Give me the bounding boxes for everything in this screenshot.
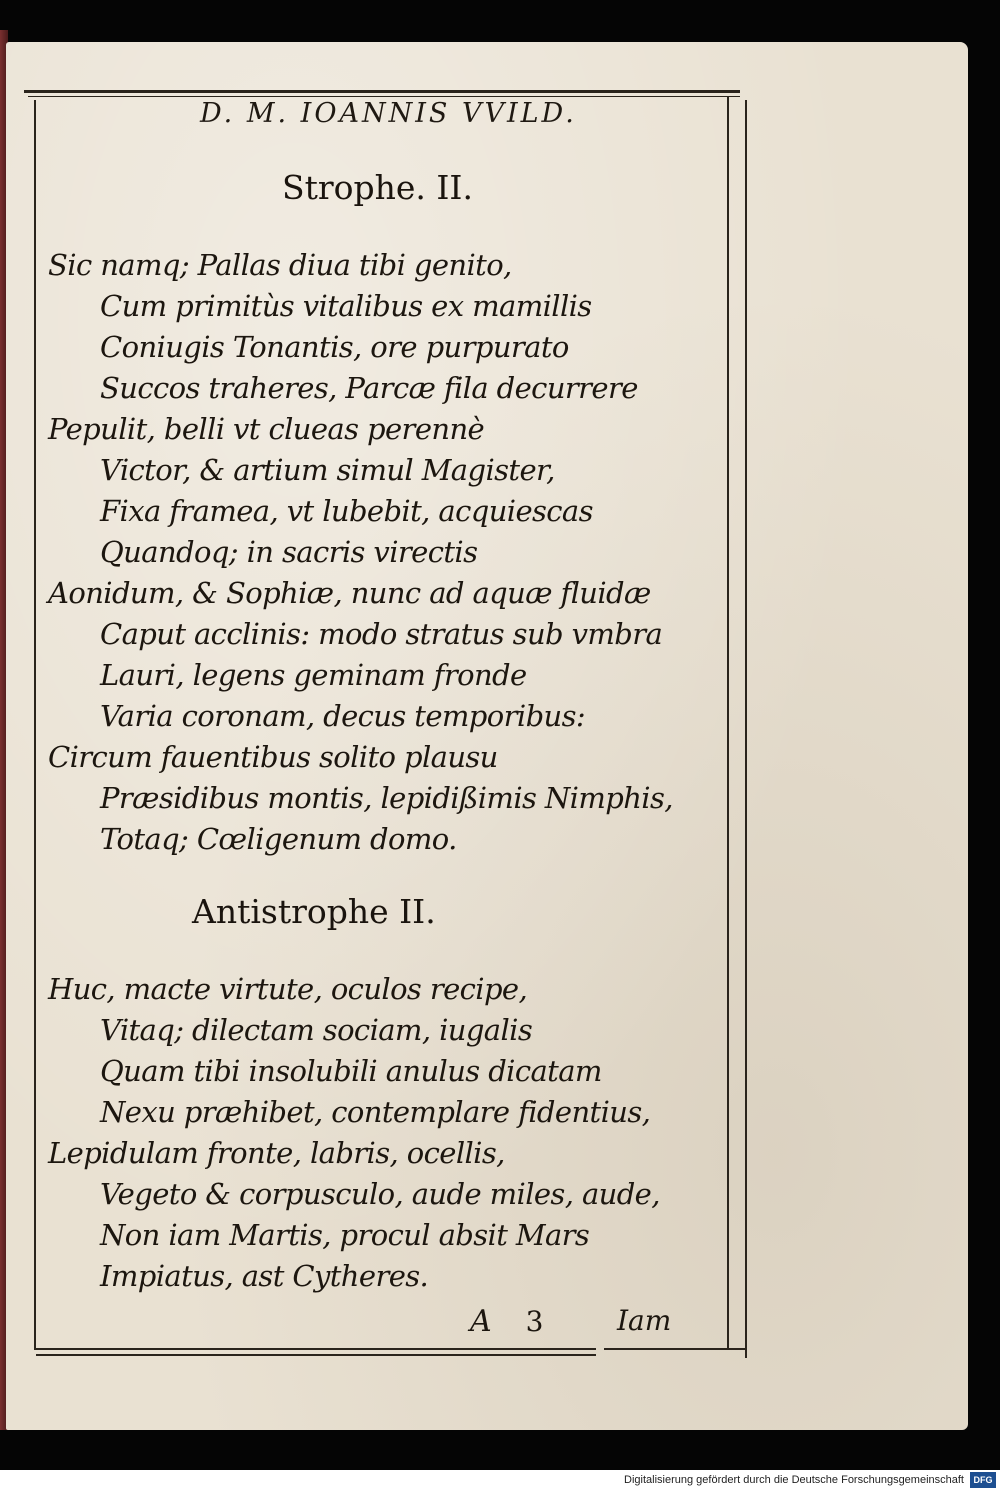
credit-bar bbox=[0, 1470, 1000, 1492]
strophe-line: Aonidum, & Sophiæ, nunc ad aquæ fluidæ bbox=[48, 576, 651, 610]
strophe-line: Circum fauentibus solito plausu bbox=[48, 740, 498, 774]
signature-mark bbox=[470, 1304, 544, 1339]
strophe-line: Sic namq; Pallas diua tibi genito, bbox=[48, 248, 512, 282]
running-head: D. M. IOANNIS VVILD. bbox=[200, 98, 577, 129]
strophe-line: Caput acclinis: modo stratus sub vmbra bbox=[100, 617, 663, 651]
frame-rule-top bbox=[24, 90, 740, 93]
strophe-line: Coniugis Tonantis, ore purpurato bbox=[100, 330, 569, 364]
strophe-line: Succos traheres, Parcæ fila decurrere bbox=[100, 371, 638, 405]
frame-rule-right-inner bbox=[727, 96, 729, 1350]
antistrophe-line: Vitaq; dilectam sociam, iugalis bbox=[100, 1013, 533, 1047]
strophe-heading: Strophe. II. bbox=[282, 168, 473, 207]
strophe-line: Varia coronam, decus temporibus: bbox=[100, 699, 586, 733]
frame-rule-bottom-right bbox=[604, 1348, 746, 1350]
catchword: Iam bbox=[617, 1304, 672, 1337]
antistrophe-line: Non iam Martis, procul absit Mars bbox=[100, 1218, 590, 1252]
signature-letter: A bbox=[470, 1304, 492, 1339]
show-through-text bbox=[560, 140, 940, 1340]
frame-rule-bottom-inner bbox=[36, 1354, 596, 1356]
strophe-line: Lauri, legens geminam fronde bbox=[100, 658, 527, 692]
antistrophe-line: Nexu præhibet, contemplare fidentius, bbox=[100, 1095, 651, 1129]
signature-number: 3 bbox=[525, 1305, 544, 1338]
strophe-line: Fixa framea, vt lubebit, acquiescas bbox=[100, 494, 593, 528]
strophe-line: Cum primitùs vitalibus ex mamillis bbox=[100, 289, 592, 323]
dfg-logo-icon[interactable]: DFG bbox=[970, 1472, 996, 1488]
antistrophe-line: Vegeto & corpusculo, aude miles, aude, bbox=[100, 1177, 660, 1211]
antistrophe-line: Lepidulam fronte, labris, ocellis, bbox=[48, 1136, 505, 1170]
antistrophe-line: Impiatus, ast Cytheres. bbox=[100, 1259, 429, 1293]
antistrophe-heading: Antistrophe II. bbox=[192, 892, 436, 931]
funding-credit: Digitalisierung gefördert durch die Deutsche Forschungsgemeinschaft bbox=[624, 1474, 964, 1486]
antistrophe-line: Quam tibi insolubili anulus dicatam bbox=[100, 1054, 602, 1088]
frame-rule-right-outer bbox=[745, 100, 747, 1358]
strophe-line: Totaq; Cœligenum domo. bbox=[100, 822, 457, 856]
strophe-line: Pepulit, belli vt clueas perennè bbox=[48, 412, 485, 446]
frame-rule-left bbox=[34, 100, 36, 1350]
strophe-line: Quandoq; in sacris virectis bbox=[100, 535, 478, 569]
strophe-line: Præsidibus montis, lepidißimis Nimphis, bbox=[100, 781, 673, 815]
frame-rule-bottom bbox=[36, 1348, 596, 1350]
frame-rule-top-inner bbox=[28, 96, 740, 97]
strophe-line: Victor, & artium simul Magister, bbox=[100, 453, 555, 487]
antistrophe-line: Huc, macte virtute, oculos recipe, bbox=[48, 972, 528, 1006]
